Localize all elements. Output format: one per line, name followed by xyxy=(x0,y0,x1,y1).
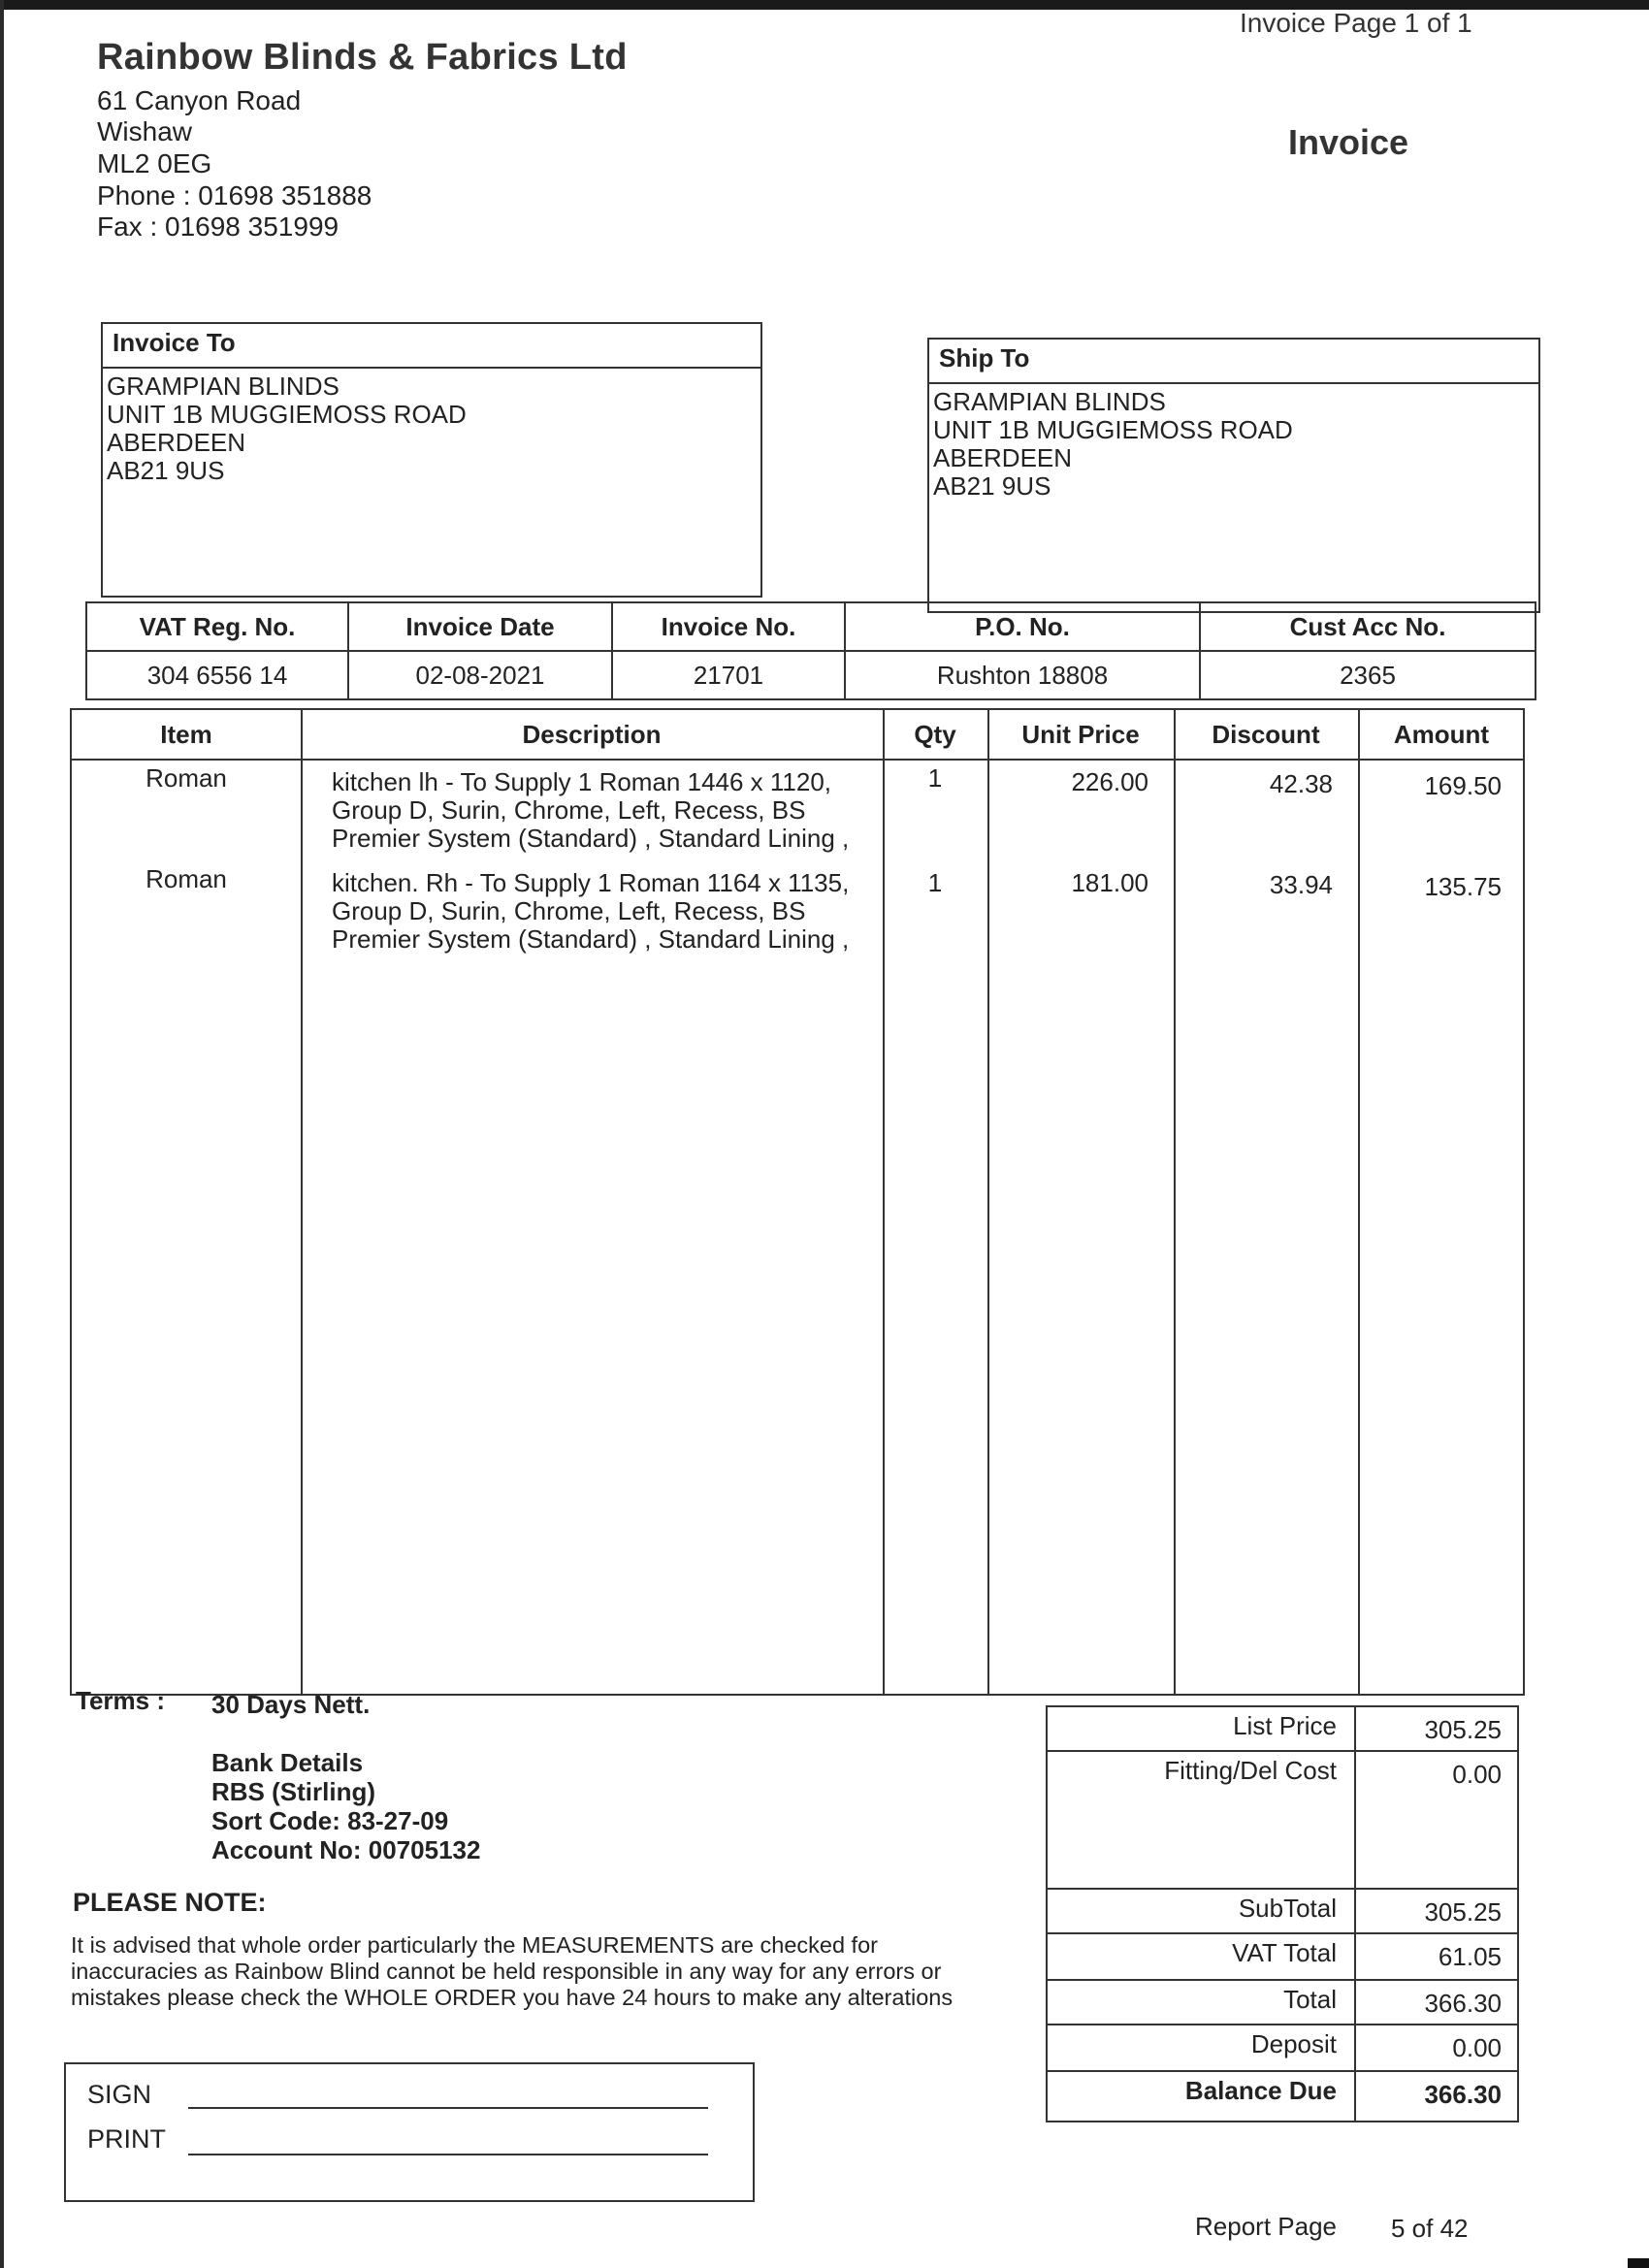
total-label: Total xyxy=(1283,1985,1337,2014)
ship-to-box xyxy=(927,338,1540,613)
bank-details-line: Sort Code: 83-27-09 xyxy=(211,1806,449,1835)
note-line: mistakes please check the WHOLE ORDER you have 24 hours to make any alterations xyxy=(71,1985,954,2010)
description-cell xyxy=(332,869,881,954)
unit-price-cell: 226.00 xyxy=(1071,767,1148,796)
po-no-header: P.O. No. xyxy=(845,602,1200,651)
description-line: Group D, Surin, Chrome, Left, Recess, BS xyxy=(332,795,806,825)
description-line: Group D, Surin, Chrome, Left, Recess, BS xyxy=(332,896,806,925)
row-divider xyxy=(1048,2024,1517,2025)
fitting-del-cost-label: Fitting/Del Cost xyxy=(1164,1756,1337,1785)
bank-details-line: RBS (Stirling) xyxy=(211,1777,375,1806)
invoice-to-address xyxy=(103,369,760,489)
unit-price-cell: 181.00 xyxy=(1071,868,1148,897)
item-cell: Roman xyxy=(146,763,227,793)
invoice-no-value: 21701 xyxy=(612,651,845,699)
company-phone: Phone : 01698 351888 xyxy=(97,180,372,211)
invoice-page-indicator: Invoice Page 1 of 1 xyxy=(1240,8,1472,38)
discount-header: Discount xyxy=(1212,720,1320,749)
ship-to-address xyxy=(929,384,1538,504)
signature-box xyxy=(64,2062,755,2202)
po-no-value: Rushton 18808 xyxy=(845,651,1200,699)
cust-acc-value: 2365 xyxy=(1200,651,1536,699)
please-note-text xyxy=(71,1932,1002,2011)
bank-details-line: Account No: 00705132 xyxy=(211,1835,481,1864)
discount-cell: 42.38 xyxy=(1269,769,1333,798)
balance-due-value: 366.30 xyxy=(1424,2080,1502,2109)
sign-line[interactable] xyxy=(188,2107,708,2109)
invoice-no-header: Invoice No. xyxy=(612,602,845,651)
report-page-label: Report Page xyxy=(1195,2212,1337,2241)
subtotal-label: SubTotal xyxy=(1238,1894,1337,1923)
unit-price-header: Unit Price xyxy=(1021,720,1140,749)
vat-total-label: VAT Total xyxy=(1232,1938,1337,1967)
address-line: GRAMPIAN BLINDS xyxy=(107,372,340,401)
balance-due-label: Balance Due xyxy=(1184,2076,1337,2105)
document-title: Invoice xyxy=(1288,122,1409,162)
bank-details-line: Bank Details xyxy=(211,1748,364,1777)
company-address-line: 61 Canyon Road xyxy=(97,85,302,115)
note-line: inaccuracies as Rainbow Blind cannot be held responsible in any way for any errors or xyxy=(71,1959,942,1984)
column-divider xyxy=(1174,710,1176,1694)
vat-reg-header: VAT Reg. No. xyxy=(86,602,348,651)
sign-label: SIGN xyxy=(87,2080,152,2109)
invoice-to-heading: Invoice To xyxy=(103,324,760,369)
description-header: Description xyxy=(522,720,662,749)
company-address-line: ML2 0EG xyxy=(97,148,212,178)
qty-header: Qty xyxy=(914,720,956,749)
amount-header: Amount xyxy=(1393,720,1490,749)
totals-box xyxy=(1046,1705,1519,2122)
terms-label: Terms : xyxy=(76,1686,165,1715)
amount-cell: 135.75 xyxy=(1424,872,1502,901)
ship-to-heading: Ship To xyxy=(929,340,1538,384)
description-line: Premier System (Standard) , Standard Lining , xyxy=(332,924,850,954)
column-divider xyxy=(883,710,885,1694)
address-line: AB21 9US xyxy=(107,456,225,485)
column-divider xyxy=(1358,710,1360,1694)
fitting-del-cost-value: 0.00 xyxy=(1452,1760,1502,1789)
invoice-date-header: Invoice Date xyxy=(348,602,612,651)
subtotal-value: 305.25 xyxy=(1424,1897,1502,1927)
address-line: UNIT 1B MUGGIEMOSS ROAD xyxy=(107,400,467,429)
description-line: kitchen lh - To Supply 1 Roman 1446 x 1120, xyxy=(332,767,832,796)
invoice-meta-table xyxy=(85,601,1536,700)
print-label: PRINT xyxy=(87,2124,166,2154)
company-address-line: Wishaw xyxy=(97,116,193,146)
description-line: Premier System (Standard) , Standard Lining , xyxy=(332,824,850,853)
row-divider xyxy=(1048,1750,1517,1752)
row-divider xyxy=(1048,2070,1517,2072)
address-line: GRAMPIAN BLINDS xyxy=(933,387,1166,416)
description-cell xyxy=(332,768,881,853)
item-cell: Roman xyxy=(146,864,227,893)
company-name: Rainbow Blinds & Fabrics Ltd xyxy=(97,37,628,78)
description-line: kitchen. Rh - To Supply 1 Roman 1164 x 1135, xyxy=(332,868,850,897)
qty-cell: 1 xyxy=(927,763,943,793)
invoice-date-value: 02-08-2021 xyxy=(348,651,612,699)
meta-header-row xyxy=(86,602,1536,651)
scan-left-edge xyxy=(0,0,4,2268)
print-line[interactable] xyxy=(188,2154,708,2155)
list-price-label: List Price xyxy=(1233,1711,1337,1740)
vat-total-value: 61.05 xyxy=(1438,1942,1502,1971)
meta-value-row xyxy=(86,651,1536,699)
terms-value: 30 Days Nett. xyxy=(211,1690,371,1719)
scan-corner-mark xyxy=(1628,2258,1649,2268)
address-line: AB21 9US xyxy=(933,471,1051,501)
row-divider xyxy=(1048,1888,1517,1890)
report-page-number: 5 of 42 xyxy=(1391,2214,1469,2243)
please-note-heading: PLEASE NOTE: xyxy=(73,1888,267,1917)
address-line: ABERDEEN xyxy=(933,443,1073,472)
row-divider xyxy=(1048,1932,1517,1934)
vat-reg-value: 304 6556 14 xyxy=(86,651,348,699)
deposit-value: 0.00 xyxy=(1452,2033,1502,2062)
column-divider xyxy=(987,710,989,1694)
row-divider xyxy=(1048,1979,1517,1981)
cust-acc-header: Cust Acc No. xyxy=(1200,602,1536,651)
qty-cell: 1 xyxy=(927,868,943,897)
note-line: It is advised that whole order particularly the MEASUREMENTS are checked for xyxy=(71,1932,878,1958)
amount-cell: 169.50 xyxy=(1424,771,1502,800)
address-line: UNIT 1B MUGGIEMOSS ROAD xyxy=(933,415,1293,444)
company-fax: Fax : 01698 351999 xyxy=(97,211,340,242)
total-value: 366.30 xyxy=(1424,1989,1502,2018)
list-price-value: 305.25 xyxy=(1424,1715,1502,1744)
line-items-table xyxy=(70,708,1525,1696)
discount-cell: 33.94 xyxy=(1269,870,1333,899)
item-header: Item xyxy=(160,720,212,749)
deposit-label: Deposit xyxy=(1250,2029,1337,2058)
address-line: ABERDEEN xyxy=(107,428,246,457)
invoice-to-box xyxy=(101,322,762,598)
column-divider xyxy=(301,710,303,1694)
